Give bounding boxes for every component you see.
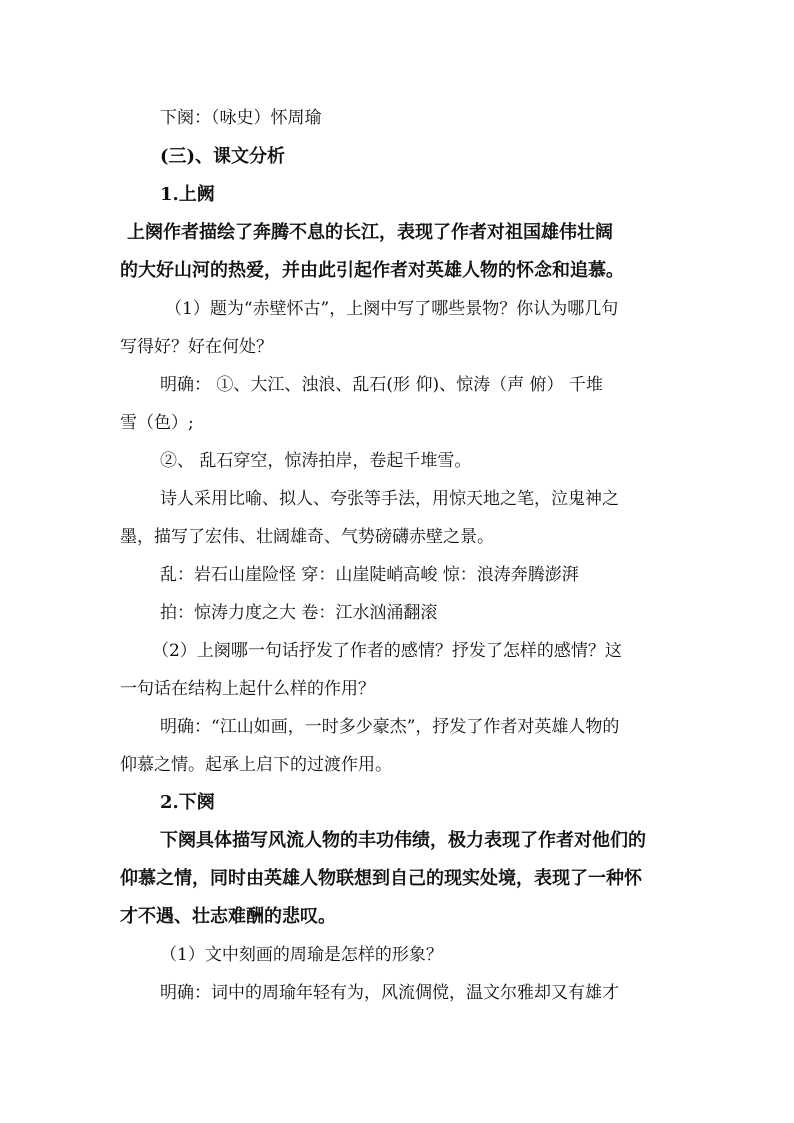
text-line: 墨，描写了宏伟、壮阔雄奇、气势磅礴赤壁之景。: [120, 527, 494, 547]
text-line: 下阕：（咏史）怀周瑜: [160, 108, 322, 128]
bold-paragraph-line: 上阕作者描绘了奔腾不息的长江，表现了作者对祖国雄伟壮阔: [127, 222, 613, 243]
answer-line: ②、 乱石穿空，惊涛拍岸，卷起千堆雪。: [160, 451, 472, 471]
text-line: 拍：惊涛力度之大 卷：江水汹涌翻滚: [160, 603, 438, 623]
text-line: 乱：岩石山崖险怪 穿：山崖陡峭高峻 惊：浪涛奔腾澎湃: [160, 565, 579, 585]
answer-line: 明确： ①、大江、浊浪、乱石(形 仰)、惊涛（声 俯） 千堆: [160, 375, 603, 395]
subsection-heading: 2.下阕: [160, 792, 215, 813]
answer-line: 雪（色）;: [120, 413, 194, 433]
question-line: （2）上阕哪一句话抒发了作者的感情？抒发了怎样的感情？这: [152, 641, 622, 661]
text-line: 诗人采用比喻、拟人、夸张等手法，用惊天地之笔，泣鬼神之: [160, 489, 619, 509]
question-line: （1）文中刻画的周瑜是怎样的形象？: [160, 945, 443, 965]
bold-paragraph-line: 才不遇、壮志难酬的悲叹。: [120, 906, 336, 927]
subsection-heading: 1.上阙: [160, 184, 215, 205]
answer-line: 仰慕之情。起承上启下的过渡作用。: [120, 755, 392, 775]
bold-paragraph-line: 下阕具体描写风流人物的丰功伟绩，极力表现了作者对他们的: [160, 830, 646, 851]
question-line: （1）题为“赤壁怀古”，上阕中写了哪些景物？你认为哪几句: [165, 299, 619, 319]
bold-paragraph-line: 仰慕之情，同时由英雄人物联想到自己的现实处境，表现了一种怀: [120, 868, 642, 889]
answer-line: 明确：词中的周瑜年轻有为，风流倜傥，温文尔雅却又有雄才: [160, 983, 619, 1003]
question-line: 一句话在结构上起什么样的作用？: [120, 679, 375, 699]
section-heading: (三)、课文分析: [160, 146, 286, 167]
answer-line: 明确：“江山如画，一时多少豪杰”，抒发了作者对英雄人物的: [160, 717, 620, 737]
question-line: 写得好？好在何处？: [120, 337, 273, 357]
bold-paragraph-line: 的大好山河的热爱，并由此引起作者对英雄人物的怀念和追慕。: [120, 260, 624, 281]
